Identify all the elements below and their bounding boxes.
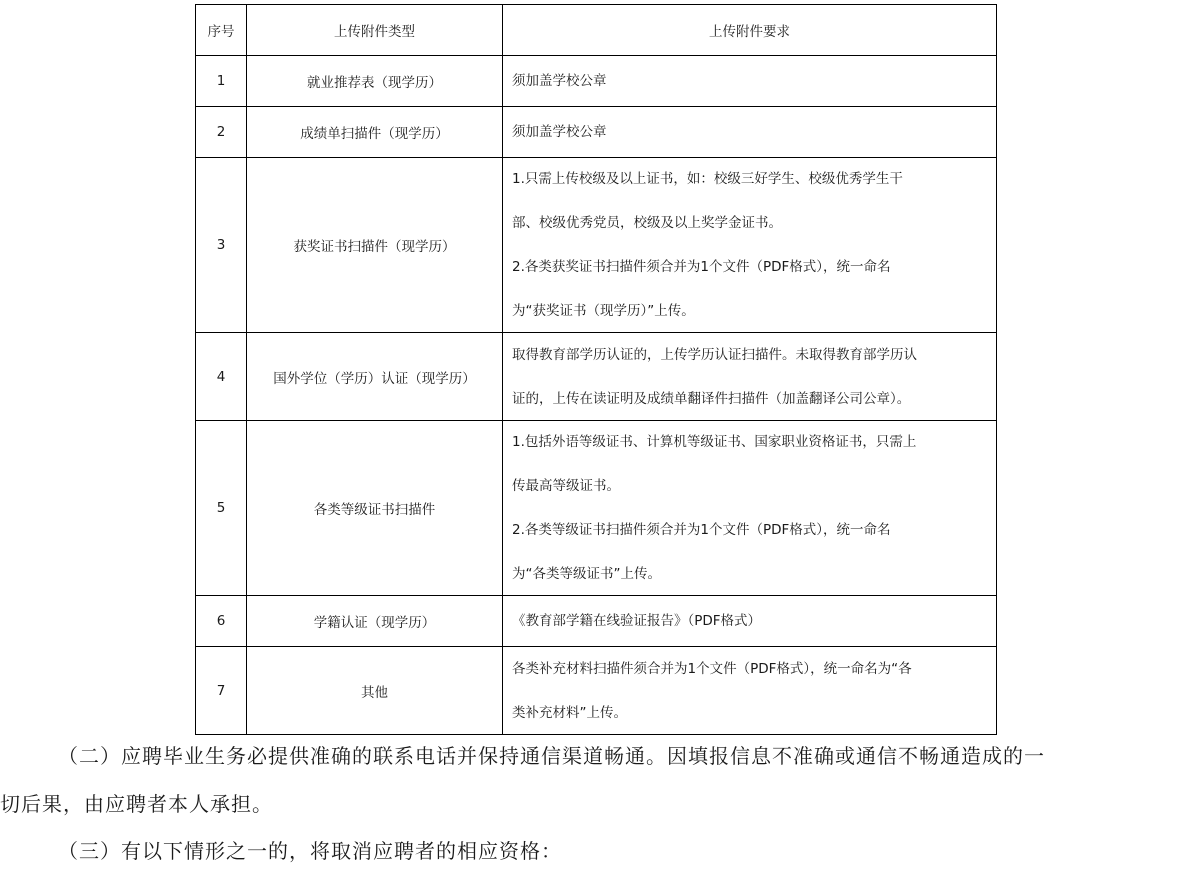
row-serial: 7 (196, 647, 247, 735)
requirement-line: 2.各类等级证书扫描件须合并为1个文件（PDF格式），统一命名 (512, 522, 891, 538)
requirement-line: 须加盖学校公章 (512, 124, 607, 140)
row-serial: 1 (196, 56, 247, 107)
paragraph-contact-line2: 切后果，由应聘者本人承担。 (0, 792, 273, 816)
table-row (196, 333, 997, 421)
row-serial: 3 (196, 158, 247, 333)
requirement-line: 1.包括外语等级证书、计算机等级证书、国家职业资格证书，只需上 (512, 434, 917, 450)
requirement-line: 取得教育部学历认证的，上传学历认证扫描件。未取得教育部学历认 (512, 346, 917, 363)
row-requirement (503, 421, 997, 596)
attachment-requirements-table (195, 4, 997, 735)
row-requirement (503, 107, 997, 158)
table-row (196, 56, 997, 107)
paragraph-contact-line1: （二）应聘毕业生务必提供准确的联系电话并保持通信渠道畅通。因填报信息不准确或通信不畅通造成的一 (58, 744, 1045, 768)
row-type: 就业推荐表（现学历） (247, 56, 503, 107)
row-requirement (503, 333, 997, 421)
table-row (196, 421, 997, 596)
header-attachment-type: 上传附件类型 (247, 5, 503, 56)
requirement-line: 1.只需上传校级及以上证书，如：校级三好学生、校级优秀学生干 (512, 171, 903, 187)
row-type: 获奖证书扫描件（现学历） (247, 158, 503, 333)
row-type: 各类等级证书扫描件 (247, 421, 503, 596)
row-serial: 6 (196, 596, 247, 647)
row-type: 国外学位（学历）认证（现学历） (247, 333, 503, 421)
requirement-line: 各类补充材料扫描件须合并为1个文件（PDF格式），统一命名为“各 (512, 660, 912, 677)
row-type: 成绩单扫描件（现学历） (247, 107, 503, 158)
requirement-line: 为“各类等级证书”上传。 (512, 566, 661, 582)
header-attachment-requirement: 上传附件要求 (503, 5, 997, 56)
table-row (196, 158, 997, 333)
row-type: 其他 (247, 647, 503, 735)
row-requirement (503, 596, 997, 647)
table-header-row (196, 5, 997, 56)
table-row (196, 596, 997, 647)
row-serial: 5 (196, 421, 247, 596)
row-serial: 4 (196, 333, 247, 421)
requirement-line: 证的，上传在读证明及成绩单翻译件扫描件（加盖翻译公司公章）。 (512, 390, 911, 407)
table-row (196, 647, 997, 735)
requirement-line: 部、校级优秀党员，校级及以上奖学金证书。 (512, 215, 782, 231)
requirement-line: 类补充材料”上传。 (512, 704, 627, 721)
requirement-line: 《教育部学籍在线验证报告》（PDF格式） (512, 613, 762, 629)
paragraph-disqualification: （三）有以下情形之一的，将取消应聘者的相应资格： (58, 839, 562, 863)
row-requirement (503, 56, 997, 107)
row-serial: 2 (196, 107, 247, 158)
row-type: 学籍认证（现学历） (247, 596, 503, 647)
requirement-line: 为“获奖证书（现学历）”上传。 (512, 303, 695, 319)
row-requirement (503, 158, 997, 333)
requirement-line: 传最高等级证书。 (512, 478, 620, 494)
header-serial: 序号 (196, 5, 247, 56)
requirement-line: 须加盖学校公章 (512, 73, 607, 89)
row-requirement (503, 647, 997, 735)
requirement-line: 2.各类获奖证书扫描件须合并为1个文件（PDF格式），统一命名 (512, 259, 891, 275)
table-row (196, 107, 997, 158)
